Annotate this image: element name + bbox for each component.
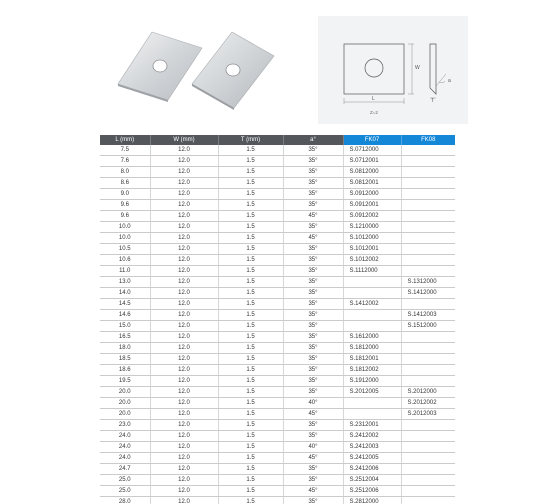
cell-fk08-code <box>401 189 455 200</box>
table-row <box>100 178 455 189</box>
cell-fk07-code: S.1012001 <box>343 244 401 255</box>
cell-thickness: 1.5 <box>218 310 283 321</box>
cell-length: 11.0 <box>100 266 150 277</box>
header-thickness: T (mm) <box>218 135 283 145</box>
cell-fk07-code: S.0912002 <box>343 211 401 222</box>
cell-fk08-code <box>401 442 455 453</box>
cell-fk07-code: S.1210000 <box>343 222 401 233</box>
cell-length: 25.0 <box>100 475 150 486</box>
table-row <box>100 398 455 409</box>
table-row <box>100 376 455 387</box>
cell-thickness: 1.5 <box>218 156 283 167</box>
cell-length: 20.0 <box>100 398 150 409</box>
cell-fk08-code <box>401 376 455 387</box>
cell-fk07-code: S.2512004 <box>343 475 401 486</box>
cell-width: 12.0 <box>150 189 218 200</box>
table-row <box>100 233 455 244</box>
table-body <box>100 145 455 504</box>
insert-spec-table <box>100 135 455 504</box>
cell-length: 19.5 <box>100 376 150 387</box>
cell-fk08-code <box>401 431 455 442</box>
cell-fk08-code <box>401 200 455 211</box>
cell-fk07-code: S.2512006 <box>343 486 401 497</box>
cell-fk08-code <box>401 244 455 255</box>
cell-fk08-code: S.1312000 <box>401 277 455 288</box>
cell-fk08-code <box>401 486 455 497</box>
table-row <box>100 453 455 464</box>
cell-length: 10.0 <box>100 222 150 233</box>
cell-thickness: 1.5 <box>218 167 283 178</box>
table-row <box>100 332 455 343</box>
cell-angle: 35° <box>283 156 343 167</box>
table-row <box>100 475 455 486</box>
cell-thickness: 1.5 <box>218 244 283 255</box>
cell-thickness: 1.5 <box>218 475 283 486</box>
dimension-l-label: L <box>372 96 375 102</box>
cell-length: 24.7 <box>100 464 150 475</box>
cell-length: 10.0 <box>100 233 150 244</box>
cell-fk08-code <box>401 233 455 244</box>
cell-length: 25.0 <box>100 486 150 497</box>
cell-fk07-code: S.1812001 <box>343 354 401 365</box>
cell-length: 18.6 <box>100 365 150 376</box>
dimension-a-label: a <box>448 78 451 84</box>
cell-fk07-code: S.1412002 <box>343 299 401 310</box>
table-row <box>100 431 455 442</box>
cell-width: 12.0 <box>150 420 218 431</box>
table-row <box>100 310 455 321</box>
cell-length: 7.5 <box>100 145 150 156</box>
cell-width: 12.0 <box>150 486 218 497</box>
cell-fk08-code: S.1512000 <box>401 321 455 332</box>
table-row <box>100 299 455 310</box>
cell-fk07-code <box>343 310 401 321</box>
table-row <box>100 244 455 255</box>
cell-fk07-code <box>343 288 401 299</box>
cell-thickness: 1.5 <box>218 277 283 288</box>
cell-width: 12.0 <box>150 321 218 332</box>
cell-fk08-code: S.2012000 <box>401 387 455 398</box>
cell-width: 12.0 <box>150 343 218 354</box>
cell-width: 12.0 <box>150 299 218 310</box>
cell-thickness: 1.5 <box>218 354 283 365</box>
cell-fk08-code <box>401 156 455 167</box>
cell-width: 12.0 <box>150 365 218 376</box>
cell-thickness: 1.5 <box>218 365 283 376</box>
cell-fk08-code <box>401 178 455 189</box>
cell-angle: 35° <box>283 288 343 299</box>
cell-fk08-code <box>401 354 455 365</box>
cell-fk08-code <box>401 145 455 156</box>
cell-fk08-code: S.1412000 <box>401 288 455 299</box>
cell-angle: 35° <box>283 189 343 200</box>
cell-length: 16.5 <box>100 332 150 343</box>
cell-angle: 35° <box>283 299 343 310</box>
cell-width: 12.0 <box>150 145 218 156</box>
cell-fk07-code: S.1612000 <box>343 332 401 343</box>
table-row <box>100 409 455 420</box>
cell-width: 12.0 <box>150 442 218 453</box>
table-row <box>100 387 455 398</box>
cell-length: 10.6 <box>100 255 150 266</box>
cell-length: 14.0 <box>100 288 150 299</box>
cell-width: 12.0 <box>150 464 218 475</box>
cell-fk08-code: S.2012003 <box>401 409 455 420</box>
cell-angle: 35° <box>283 332 343 343</box>
cell-fk08-code <box>401 497 455 504</box>
cell-thickness: 1.5 <box>218 486 283 497</box>
cell-fk07-code: S.2812000 <box>343 497 401 504</box>
cell-fk08-code <box>401 222 455 233</box>
cell-width: 12.0 <box>150 431 218 442</box>
cell-width: 12.0 <box>150 310 218 321</box>
teeth-count-caption: Z=2 <box>370 110 378 115</box>
cell-length: 10.5 <box>100 244 150 255</box>
cell-angle: 35° <box>283 343 343 354</box>
cell-thickness: 1.5 <box>218 266 283 277</box>
cell-thickness: 1.5 <box>218 321 283 332</box>
cell-angle: 35° <box>283 178 343 189</box>
cell-thickness: 1.5 <box>218 299 283 310</box>
cell-angle: 35° <box>283 376 343 387</box>
cell-angle: 35° <box>283 420 343 431</box>
cell-fk08-code <box>401 475 455 486</box>
cell-length: 18.5 <box>100 354 150 365</box>
cell-thickness: 1.5 <box>218 387 283 398</box>
cell-fk07-code: S.1812002 <box>343 365 401 376</box>
cell-thickness: 1.5 <box>218 233 283 244</box>
cell-thickness: 1.5 <box>218 288 283 299</box>
cell-fk07-code: S.2412003 <box>343 442 401 453</box>
cell-length: 28.0 <box>100 497 150 504</box>
cell-length: 7.6 <box>100 156 150 167</box>
cell-angle: 35° <box>283 310 343 321</box>
technical-drawing-panel <box>318 16 468 124</box>
cell-fk07-code: S.0712001 <box>343 156 401 167</box>
cell-width: 12.0 <box>150 453 218 464</box>
cell-width: 12.0 <box>150 354 218 365</box>
table-row <box>100 211 455 222</box>
table-row <box>100 464 455 475</box>
cell-thickness: 1.5 <box>218 222 283 233</box>
cell-width: 12.0 <box>150 475 218 486</box>
cell-width: 12.0 <box>150 178 218 189</box>
cell-thickness: 1.5 <box>218 420 283 431</box>
cell-length: 14.5 <box>100 299 150 310</box>
cell-fk07-code: S.2012005 <box>343 387 401 398</box>
cell-length: 24.0 <box>100 442 150 453</box>
cell-angle: 35° <box>283 365 343 376</box>
cell-fk07-code: S.2412006 <box>343 464 401 475</box>
cell-width: 12.0 <box>150 255 218 266</box>
header-width: W (mm) <box>150 135 218 145</box>
cell-fk07-code <box>343 409 401 420</box>
cell-angle: 35° <box>283 464 343 475</box>
cell-fk08-code <box>401 453 455 464</box>
cell-angle: 35° <box>283 266 343 277</box>
cell-width: 12.0 <box>150 222 218 233</box>
cell-angle: 35° <box>283 354 343 365</box>
cell-length: 24.0 <box>100 453 150 464</box>
cell-fk08-code <box>401 343 455 354</box>
cell-fk07-code: S.1812000 <box>343 343 401 354</box>
table-row <box>100 497 455 504</box>
cell-fk07-code: S.2412002 <box>343 431 401 442</box>
cell-fk08-code <box>401 211 455 222</box>
header-length: L (mm) <box>100 135 150 145</box>
cell-fk07-code: S.2312001 <box>343 420 401 431</box>
table-row <box>100 321 455 332</box>
cell-width: 12.0 <box>150 244 218 255</box>
cell-fk07-code: S.1912000 <box>343 376 401 387</box>
table-row <box>100 222 455 233</box>
cell-thickness: 1.5 <box>218 431 283 442</box>
cell-width: 12.0 <box>150 233 218 244</box>
cell-angle: 45° <box>283 409 343 420</box>
cell-length: 20.0 <box>100 409 150 420</box>
table-row <box>100 200 455 211</box>
cell-length: 20.0 <box>100 387 150 398</box>
cell-thickness: 1.5 <box>218 332 283 343</box>
cell-angle: 35° <box>283 497 343 504</box>
header-fk08: FK08 <box>401 135 455 145</box>
cell-width: 12.0 <box>150 277 218 288</box>
cell-width: 12.0 <box>150 398 218 409</box>
cell-length: 24.0 <box>100 431 150 442</box>
cell-fk07-code: S.1012000 <box>343 233 401 244</box>
cell-thickness: 1.5 <box>218 409 283 420</box>
cell-fk07-code <box>343 321 401 332</box>
cell-width: 12.0 <box>150 376 218 387</box>
table-row <box>100 189 455 200</box>
cell-thickness: 1.5 <box>218 497 283 504</box>
cell-angle: 35° <box>283 145 343 156</box>
table-row <box>100 354 455 365</box>
cell-length: 18.0 <box>100 343 150 354</box>
cell-length: 23.0 <box>100 420 150 431</box>
cell-fk08-code <box>401 332 455 343</box>
cell-angle: 45° <box>283 453 343 464</box>
cell-fk08-code <box>401 420 455 431</box>
cell-fk07-code: S.0812001 <box>343 178 401 189</box>
cell-width: 12.0 <box>150 266 218 277</box>
cell-thickness: 1.5 <box>218 255 283 266</box>
cell-angle: 35° <box>283 387 343 398</box>
cell-length: 8.6 <box>100 178 150 189</box>
cell-fk07-code: S.1112000 <box>343 266 401 277</box>
cell-width: 12.0 <box>150 332 218 343</box>
cell-width: 12.0 <box>150 200 218 211</box>
cell-length: 9.6 <box>100 211 150 222</box>
table-row <box>100 266 455 277</box>
cell-angle: 45° <box>283 211 343 222</box>
table-row <box>100 167 455 178</box>
table-row <box>100 145 455 156</box>
cell-thickness: 1.5 <box>218 442 283 453</box>
cell-length: 9.0 <box>100 189 150 200</box>
cell-angle: 35° <box>283 431 343 442</box>
cell-fk08-code <box>401 167 455 178</box>
table-row <box>100 486 455 497</box>
cell-fk07-code: S.2412005 <box>343 453 401 464</box>
cell-fk08-code <box>401 464 455 475</box>
cell-width: 12.0 <box>150 409 218 420</box>
cell-angle: 35° <box>283 475 343 486</box>
cell-thickness: 1.5 <box>218 376 283 387</box>
cell-length: 15.0 <box>100 321 150 332</box>
cell-thickness: 1.5 <box>218 453 283 464</box>
cell-fk07-code: S.1012002 <box>343 255 401 266</box>
cell-width: 12.0 <box>150 288 218 299</box>
cell-angle: 35° <box>283 321 343 332</box>
cell-length: 8.0 <box>100 167 150 178</box>
cell-thickness: 1.5 <box>218 145 283 156</box>
cell-thickness: 1.5 <box>218 398 283 409</box>
table-row <box>100 255 455 266</box>
cell-fk07-code: S.0812000 <box>343 167 401 178</box>
cell-length: 13.0 <box>100 277 150 288</box>
cell-fk07-code: S.0712000 <box>343 145 401 156</box>
cell-length: 9.6 <box>100 200 150 211</box>
cell-fk07-code: S.0912001 <box>343 200 401 211</box>
cell-width: 12.0 <box>150 156 218 167</box>
cell-fk08-code: S.2012002 <box>401 398 455 409</box>
cell-fk08-code: S.1412003 <box>401 310 455 321</box>
header-fk07: FK07 <box>343 135 401 145</box>
dimension-w-label: W <box>415 65 420 71</box>
cell-width: 12.0 <box>150 497 218 504</box>
cell-thickness: 1.5 <box>218 211 283 222</box>
cell-angle: 35° <box>283 167 343 178</box>
cell-fk08-code <box>401 255 455 266</box>
cell-thickness: 1.5 <box>218 189 283 200</box>
technical-drawing <box>318 16 468 124</box>
cell-width: 12.0 <box>150 387 218 398</box>
cell-fk08-code <box>401 365 455 376</box>
table-row <box>100 420 455 431</box>
cell-angle: 35° <box>283 277 343 288</box>
table-row <box>100 343 455 354</box>
cell-length: 14.6 <box>100 310 150 321</box>
table-header-row <box>100 135 455 145</box>
cell-fk07-code: S.0912000 <box>343 189 401 200</box>
cell-angle: 35° <box>283 255 343 266</box>
table-row <box>100 277 455 288</box>
product-header <box>0 0 560 130</box>
table-row <box>100 288 455 299</box>
cell-thickness: 1.5 <box>218 200 283 211</box>
cell-angle: 35° <box>283 222 343 233</box>
cell-fk08-code <box>401 299 455 310</box>
cell-fk07-code <box>343 277 401 288</box>
cell-angle: 35° <box>283 200 343 211</box>
header-angle: a° <box>283 135 343 145</box>
cell-angle: 35° <box>283 244 343 255</box>
dimension-t-label: T <box>431 98 435 104</box>
cell-angle: 45° <box>283 486 343 497</box>
cell-thickness: 1.5 <box>218 464 283 475</box>
cell-angle: 40° <box>283 398 343 409</box>
cell-thickness: 1.5 <box>218 178 283 189</box>
table-row <box>100 365 455 376</box>
table-row <box>100 442 455 453</box>
cell-angle: 40° <box>283 442 343 453</box>
cell-thickness: 1.5 <box>218 343 283 354</box>
insert-photo-angled <box>188 30 276 110</box>
cell-angle: 45° <box>283 233 343 244</box>
cell-width: 12.0 <box>150 167 218 178</box>
cell-fk08-code <box>401 266 455 277</box>
cell-fk07-code <box>343 398 401 409</box>
table-row <box>100 156 455 167</box>
cell-width: 12.0 <box>150 211 218 222</box>
